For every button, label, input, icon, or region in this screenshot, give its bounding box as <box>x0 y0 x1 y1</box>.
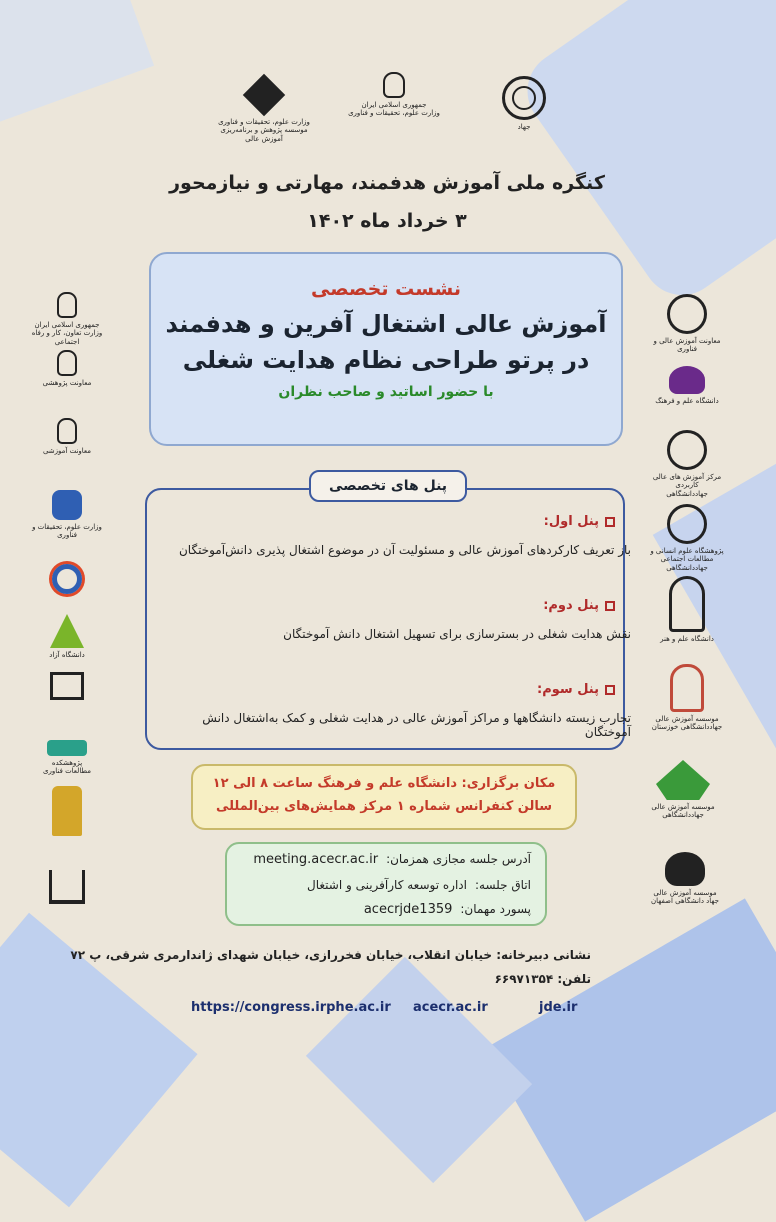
venue-line1: مکان برگزاری: دانشگاه علم و فرهنگ ساعت ۸ الی ۱۲ <box>213 776 557 791</box>
panel-item <box>156 514 632 557</box>
right-logo-arch-red <box>648 664 728 732</box>
venue-box <box>192 764 578 830</box>
panels-header: پنل های تخصصی <box>310 470 468 502</box>
congress-date: ۳ خرداد ماه ۱۴۰۲ <box>308 210 468 232</box>
background-shape <box>0 0 155 127</box>
panel-title: پنل اول: <box>544 514 600 529</box>
blue-logo-icon <box>53 490 83 520</box>
flower-logo-icon <box>666 852 706 886</box>
logo-caption: موسسه پژوهش و برنامه‌ریزی آموزش عالی <box>221 126 309 143</box>
left-logo-blue <box>28 490 108 540</box>
logo-caption: معاونت آموزشی <box>43 447 93 455</box>
panel-text: نقش هدایت شغلی در بسترسازی برای تسهیل اشتغال دانش آموختگان <box>284 627 632 641</box>
logo-caption: مطالعات اجتماعی جهاددانشگاهی <box>661 555 715 572</box>
right-logo-jahad-1 <box>648 294 728 354</box>
book-logo-icon <box>51 672 85 700</box>
session-box <box>150 252 624 446</box>
password-label: پسورد مهمان: <box>461 902 532 916</box>
jahad-icon <box>668 294 708 334</box>
logo-caption: موسسه آموزش عالی <box>652 803 716 811</box>
arch-red-logo-icon <box>671 664 705 712</box>
logo-caption: مطالعات فناوری <box>44 767 92 776</box>
room-label: اتاق جلسه: <box>475 878 532 892</box>
panel-text: باز تعریف کارکردهای آموزش عالی و مسئولیت آن در موضوع اشتغال پذیری دانش‌آموختگان <box>179 543 632 557</box>
logo-caption: جمهوری اسلامی ایران <box>362 101 428 109</box>
jde-link[interactable]: jde.ir <box>540 1000 579 1015</box>
online-address-link[interactable]: meeting.acecr.ac.ir <box>254 852 380 867</box>
arch-logo-icon <box>670 576 706 632</box>
science-ministry-logo <box>215 74 315 143</box>
logo-caption: جهاددانشگاهی <box>663 811 705 820</box>
left-logo-teal <box>28 740 108 776</box>
logo-caption: جهاددانشگاهی <box>667 489 709 498</box>
panel-title: پنل دوم: <box>544 598 600 613</box>
right-logo-arch <box>648 576 728 643</box>
iran-emblem-icon <box>58 418 78 444</box>
venue-line2: سالن کنفرانس شماره ۱ مرکز همایش‌های بین‌المللی <box>216 799 554 814</box>
panel-item <box>156 598 632 641</box>
logo-caption: موسسه آموزش عالی <box>654 889 718 897</box>
left-logo-research <box>28 350 108 387</box>
panel-title: پنل سوم: <box>538 682 600 697</box>
structure-logo-icon <box>50 870 86 904</box>
checkbox-icon <box>606 685 616 695</box>
logo-caption: وزارت تعاون، کار و رفاه اجتماعی <box>32 329 104 346</box>
left-logo-structure <box>28 870 108 907</box>
logo-caption: وزارت علوم، تحقیقات و فناوری <box>33 523 103 540</box>
colored-circle-icon <box>53 564 83 594</box>
logo-caption: دانشگاه علم و فرهنگ <box>656 397 720 405</box>
phone-number: تلفن: ۶۶۹۷۱۳۵۴ <box>495 972 592 986</box>
left-logo-book <box>28 672 108 703</box>
iran-emblem-icon <box>58 292 78 318</box>
logo-caption: موسسه آموزش عالی <box>656 715 720 723</box>
left-logo-education <box>28 418 108 455</box>
left-logo-labor-ministry <box>28 292 108 346</box>
left-logo-circle <box>28 564 108 597</box>
right-logo-leaf <box>644 760 724 820</box>
session-title-line1: آموزش عالی اشتغال آفرین و هدفمند <box>166 310 608 338</box>
purple-logo-icon <box>670 366 706 394</box>
password-value: acecrjde1359 <box>364 902 454 917</box>
leaf-logo-icon <box>657 760 711 800</box>
congress-link[interactable]: https://congress.irphe.ac.ir <box>192 1000 392 1015</box>
iran-emblem-logo <box>345 72 445 118</box>
jahad-icon <box>668 504 708 544</box>
jahad-icon <box>668 430 708 470</box>
logo-caption: دانشگاه علم و هنر <box>661 635 715 643</box>
logo-caption: جمهوری اسلامی ایران <box>35 321 101 329</box>
checkbox-icon <box>606 517 616 527</box>
session-subtitle: با حضور اساتید و صاحب نظران <box>279 384 495 400</box>
iran-emblem-icon <box>384 72 406 98</box>
top-logos <box>215 72 555 142</box>
checkbox-icon <box>606 601 616 611</box>
science-ministry-icon <box>244 74 286 116</box>
acecr-link[interactable]: acecr.ac.ir <box>414 1000 489 1015</box>
room-value: اداره توسعه کارآفرینی و اشتغال <box>308 878 468 892</box>
logo-caption: جهاددانشگاهی خوزستان <box>652 723 724 732</box>
right-logo-jahad-2 <box>648 430 728 498</box>
jahad-icon <box>503 76 547 120</box>
logo-caption: جهاد <box>518 123 532 131</box>
congress-title: کنگره ملی آموزش هدفمند، مهارتی و نیازمحور <box>170 172 606 194</box>
logo-caption: وزارت علوم، تحقیقات و فناوری <box>349 109 441 118</box>
logo-caption: وزارت علوم، تحقیقات و فناوری <box>219 118 311 126</box>
right-logo-jahad-3 <box>648 504 728 572</box>
session-label: نشست تخصصی <box>311 278 463 300</box>
logo-caption: معاونت پژوهشی <box>43 379 93 387</box>
panel-text: تجارب زیسته دانشگاهها و مراکز آموزش عالی در هدایت شغلی و کمک به‌اشتغال دانش آموختگان <box>203 711 632 739</box>
background-shape <box>307 957 533 1183</box>
online-meeting-box <box>226 842 548 926</box>
session-title-line2: در پرتو طراحی نظام هدایت شغلی <box>183 346 591 374</box>
logo-caption: جهاد دانشگاهی اصفهان <box>652 897 720 906</box>
secretariat-address: نشانی دبیرخانه: خیابان انقلاب، خیابان فخررازی، خیابان شهدای ژاندارمری شرقی، پ ۷۲ <box>71 948 592 962</box>
left-logo-gold <box>28 786 108 839</box>
right-logo-flower <box>646 852 726 906</box>
online-address-label: آدرس جلسه مجازی همزمان: <box>387 852 532 866</box>
iran-emblem-icon <box>58 350 78 376</box>
logo-caption: معاونت آموزش عالی و فناوری <box>654 337 722 354</box>
teal-logo-icon <box>48 740 88 756</box>
logo-caption: پژوهشکده <box>52 759 84 767</box>
gold-logo-icon <box>53 786 83 836</box>
logo-caption: پژوهشگاه علوم انسانی و <box>651 547 725 555</box>
right-logo-purple <box>648 366 728 405</box>
background-shape <box>486 898 776 1221</box>
panel-item <box>156 682 632 739</box>
logo-caption: مرکز آموزش های عالی کاربردی <box>653 473 723 490</box>
jahad-logo <box>495 76 555 131</box>
green-logo-icon <box>51 614 85 648</box>
logo-caption: دانشگاه آزاد <box>50 651 86 659</box>
left-logo-green <box>28 614 108 659</box>
